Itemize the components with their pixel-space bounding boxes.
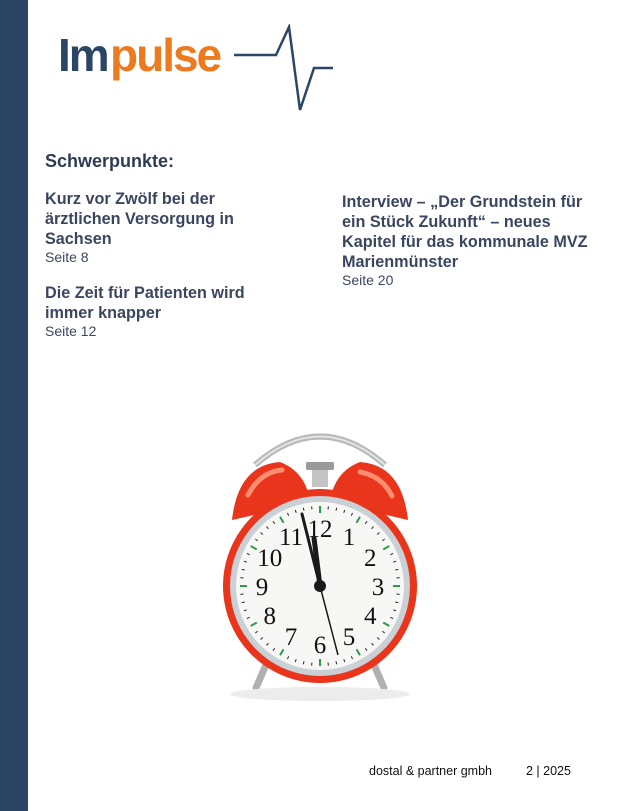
article-page: Seite 20 bbox=[342, 272, 394, 288]
article-title: Die Zeit für Patienten wird immer knapper bbox=[45, 284, 245, 322]
article-title: Kurz vor Zwölf bei der ärztlichen Versorgung in Sachsen bbox=[45, 190, 234, 248]
clock-tick bbox=[395, 569, 398, 570]
clock-numeral: 7 bbox=[284, 624, 298, 652]
article-title: Interview – „Der Grundstein für ein Stück Zukunft“ – neues Kapitel für das kommunale MVZ Marienmünster bbox=[342, 193, 588, 271]
clock-tick bbox=[242, 602, 245, 603]
clock-numeral: 9 bbox=[255, 574, 269, 601]
clock-numeral: 3 bbox=[371, 574, 385, 601]
clock-numeral: 1 bbox=[342, 523, 356, 551]
clock-numeral: 10 bbox=[257, 545, 283, 572]
clock-numeral: 6 bbox=[313, 632, 327, 659]
logo-text-pulse: pulse bbox=[110, 29, 221, 81]
heartbeat-line-icon bbox=[228, 24, 338, 114]
clock-tick bbox=[242, 569, 245, 570]
alarm-clock-icon bbox=[210, 410, 430, 710]
section-heading: Schwerpunkte: bbox=[45, 151, 175, 171]
clock-tick bbox=[395, 602, 398, 603]
article-entry bbox=[342, 192, 592, 289]
clock-numeral: 5 bbox=[342, 624, 356, 652]
clock-numeral: 11 bbox=[278, 523, 304, 551]
article-page: Seite 8 bbox=[45, 249, 89, 265]
logo-text-im: Im bbox=[58, 29, 108, 81]
clock-numeral: 4 bbox=[363, 603, 377, 630]
footer-issue: 2 | 2025 bbox=[526, 764, 571, 778]
article-entry bbox=[45, 189, 285, 266]
footer-company: dostal & partner gmbh bbox=[369, 764, 492, 778]
side-bar bbox=[0, 0, 28, 811]
clock-tick bbox=[336, 508, 337, 511]
clock-numeral: 2 bbox=[363, 545, 377, 572]
clock-tick bbox=[336, 661, 337, 664]
article-page: Seite 12 bbox=[45, 323, 97, 339]
article-entry bbox=[45, 283, 285, 340]
clock-tick bbox=[303, 508, 304, 511]
clock-tick bbox=[303, 661, 304, 664]
clock-numeral: 8 bbox=[263, 603, 277, 630]
impulse-logo bbox=[58, 24, 348, 114]
clock-numeral: 12 bbox=[307, 516, 333, 543]
